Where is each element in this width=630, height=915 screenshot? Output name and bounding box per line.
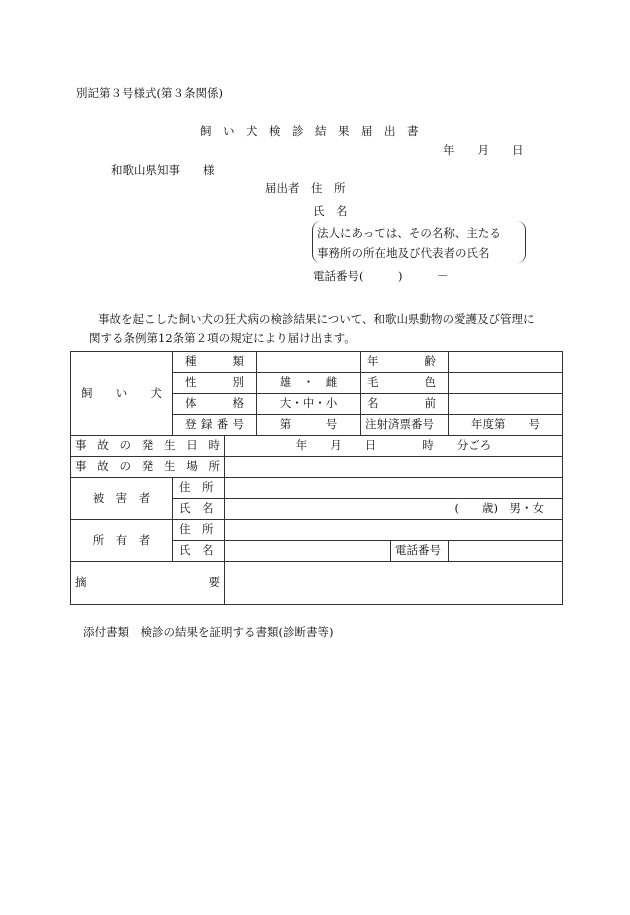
attachments-note: 添付書類 検診の結果を証明する書類(診断書等): [83, 625, 334, 639]
applicant-address-label: 届出者 住 所: [265, 181, 346, 195]
registration-number-label: 登録番号: [173, 415, 257, 436]
age-label: 年齢: [361, 352, 449, 373]
dog-name-value[interactable]: [449, 394, 563, 415]
phone-label: 電話番号( ) －: [313, 269, 449, 283]
form-table: [70, 351, 563, 605]
incident-place-value[interactable]: [225, 457, 563, 478]
owner-name-label: 氏 名: [173, 541, 225, 562]
dog-header: 飼 い 犬: [71, 352, 173, 436]
injection-ticket-label: 注射済票番号: [361, 415, 449, 436]
coat-color-value[interactable]: [449, 373, 563, 394]
owner-phone-value[interactable]: [449, 541, 563, 562]
body-paragraph-line2: 関する条例第12条第２項の規定により届け出ます。: [89, 331, 356, 345]
coat-color-label: 毛色: [361, 373, 449, 394]
owner-address-value[interactable]: [225, 520, 563, 541]
sex-options[interactable]: 雄 ・ 雌: [257, 373, 361, 394]
date-line: 年 月 日: [443, 143, 524, 157]
breed-label: 種類: [173, 352, 257, 373]
owner-address-label: 住 所: [173, 520, 225, 541]
victim-name-label: 氏 名: [173, 499, 225, 520]
injection-value[interactable]: 年度第 号: [449, 415, 563, 436]
victim-address-label: 住 所: [173, 478, 225, 499]
incident-place-label: 事故の発生場所: [71, 457, 225, 478]
form-number: 別記第３号様式(第３条関係): [76, 86, 223, 100]
victim-address-value[interactable]: [225, 478, 563, 499]
corporate-note-bracket: [312, 221, 526, 263]
owner-label: 所 有 者: [71, 520, 173, 562]
build-options[interactable]: 大・中・小: [257, 394, 361, 415]
sex-label: 性別: [173, 373, 257, 394]
remarks-value[interactable]: [225, 562, 563, 605]
build-label: 体格: [173, 394, 257, 415]
owner-name-value[interactable]: [225, 541, 391, 562]
registration-value[interactable]: 第 号: [257, 415, 361, 436]
breed-value[interactable]: [257, 352, 361, 373]
owner-phone-label: 電話番号: [391, 541, 449, 562]
addressee: 和歌山県知事 様: [111, 163, 215, 177]
corporate-note-line1: 法人にあっては、その名称、主たる: [317, 226, 501, 240]
incident-datetime-value[interactable]: 年 月 日 時 分ごろ: [225, 436, 563, 457]
victim-age-gender[interactable]: ( 歳) 男・女: [225, 499, 563, 520]
victim-label: 被 害 者: [71, 478, 173, 520]
incident-datetime-label: 事故の発生日時: [71, 436, 225, 457]
applicant-name-label: 氏 名: [313, 204, 348, 218]
age-value[interactable]: [449, 352, 563, 373]
remarks-label: 摘要: [71, 562, 225, 605]
form-title: 飼 い 犬 検 診 結 果 届 出 書: [200, 124, 419, 138]
dog-name-label: 名前: [361, 394, 449, 415]
corporate-note-line2: 事務所の所在地及び代表者の氏名: [317, 246, 490, 260]
body-paragraph-line1: 事故を起こした飼い犬の狂犬病の検診結果について、和歌山県動物の愛護及び管理に: [98, 312, 535, 326]
